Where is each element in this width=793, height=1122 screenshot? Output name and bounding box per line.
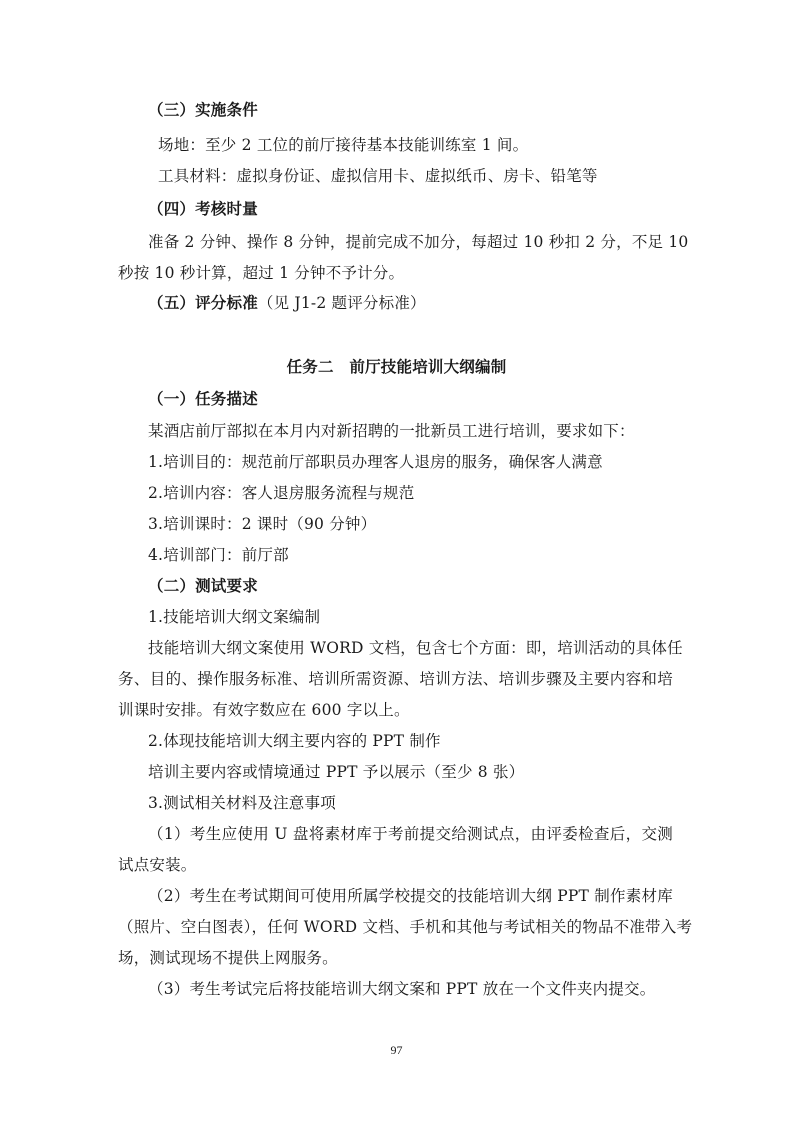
requirement-1-line-2: 务、目的、操作服务标准、培训所需资源、培训方法、培训步骤及主要内容和培 <box>118 670 673 688</box>
venue-text: 场地：至少 2 工位的前厅接待基本技能训练室 1 间。 <box>158 136 529 154</box>
list-item-training-department: 4.培训部门：前厅部 <box>148 546 289 564</box>
materials-text: 工具材料：虚拟身份证、虚拟信用卡、虚拟纸币、房卡、铅笔等 <box>158 167 598 185</box>
requirement-2-title: 2.体现技能培训大纲主要内容的 PPT 制作 <box>148 732 441 750</box>
test-requirements-heading: （二）测试要求 <box>148 577 258 595</box>
section-5-heading: （五）评分标准 <box>148 294 258 312</box>
time-limit-line-2: 秒按 10 秒计算，超过 1 分钟不予计分。 <box>118 264 405 282</box>
section-3-heading: （三）实施条件 <box>148 101 258 119</box>
section-5-note: （见 J1-2 题评分标准） <box>257 294 426 312</box>
time-limit-line-1: 准备 2 分钟、操作 8 分钟，提前完成不加分，每超过 10 秒扣 2 分，不足 10 <box>148 233 689 251</box>
section-4-heading: （四）考核时量 <box>148 200 258 218</box>
task-2-title: 任务二 前厅技能培训大纲编制 <box>286 358 507 376</box>
task-description-heading: （一）任务描述 <box>148 390 258 408</box>
note-1-line-2: 试点安装。 <box>118 856 197 874</box>
page-number: 97 <box>390 1043 403 1057</box>
note-2-line-3: 场，测试现场不提供上网服务。 <box>118 949 338 967</box>
note-1-line-1: （1）考生应使用 U 盘将素材库于考前提交给测试点，由评委检查后，交测 <box>148 825 673 843</box>
task-description-intro: 某酒店前厅部拟在本月内对新招聘的一批新员工进行培训，要求如下： <box>148 422 635 440</box>
section-5-heading-row <box>148 293 426 313</box>
list-item-training-content: 2.培训内容：客人退房服务流程与规范 <box>148 484 415 502</box>
requirement-1-line-1: 技能培训大纲文案使用 WORD 文档，包含七个方面：即，培训活动的具体任 <box>148 639 683 657</box>
requirement-2-line-1: 培训主要内容或情境通过 PPT 予以展示（至少 8 张） <box>148 763 525 781</box>
requirement-3-title: 3.测试相关材料及注意事项 <box>148 794 336 812</box>
note-3-line-1: （3）考生考试完后将技能培训大纲文案和 PPT 放在一个文件夹内提交。 <box>148 980 656 998</box>
list-item-training-hours: 3.培训课时：2 课时（90 分钟） <box>148 515 377 533</box>
note-2-line-1: （2）考生在考试期间可使用所属学校提交的技能培训大纲 PPT 制作素材库 <box>148 887 673 905</box>
requirement-1-title: 1.技能培训大纲文案编制 <box>148 608 321 626</box>
list-item-training-purpose: 1.培训目的：规范前厅部职员办理客人退房的服务，确保客人满意 <box>148 453 603 471</box>
requirement-1-line-3: 训课时安排。有效字数应在 600 字以上。 <box>118 701 410 719</box>
note-2-line-2: （照片、空白图表），任何 WORD 文档、手机和其他与考试相关的物品不准带入考 <box>118 918 693 936</box>
